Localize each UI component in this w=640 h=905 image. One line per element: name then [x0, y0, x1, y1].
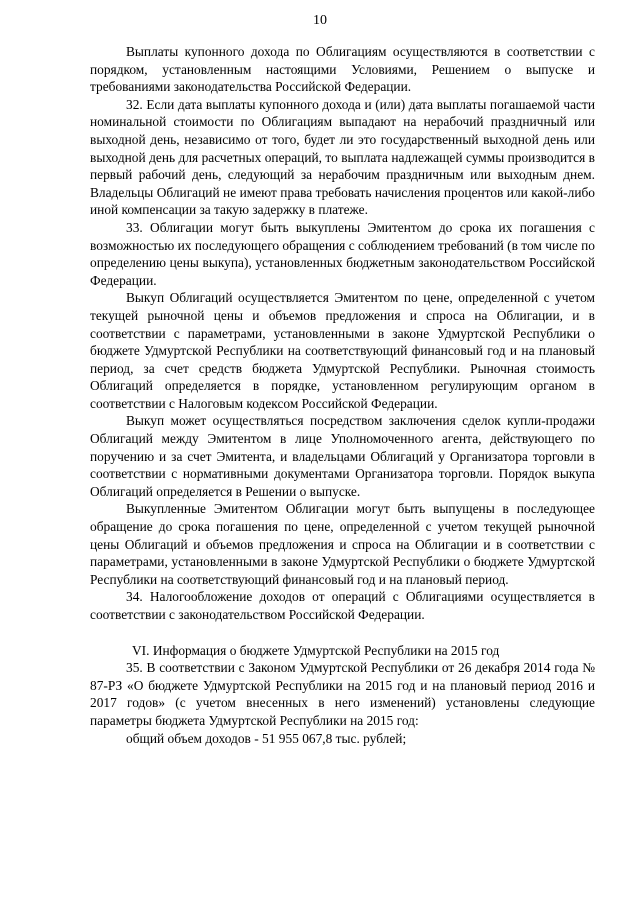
- page-number: 10: [313, 13, 327, 28]
- paragraph-buyback-price: Выкуп Облигаций осуществляется Эмитентом по цене, определенной с учетом текущей рыночной цены и объемов предложения и спроса на Облигации, и в соответствии с параметрами, установленными в законе Удмуртской Республики о бюджете Удмуртской Республики на соответствующий финансовый год и на плановый период, за счет средств бюджета Удмуртской Республики. Рыночная стоимость Облигаций определяется в порядке, установленном регулирующим органом в соответствии с Налоговым кодексом Российской Федерации.: [90, 290, 595, 411]
- paragraph-coupon-payments: Выплаты купонного дохода по Облигациям осуществляются в соответствии с порядком, установленным настоящими Условиями, Решением о выпуске и требованиями законодательства Российской Федерации.: [90, 44, 595, 95]
- paragraph-34-taxation: 34. Налогообложение доходов от операций с Облигациями осуществляется в соответствии с законодательством Российской Федерации.: [90, 589, 595, 622]
- document-body: [90, 43, 595, 747]
- paragraph-32-holiday-payment: 32. Если дата выплаты купонного дохода и (или) дата выплаты погашаемой части номинальной стоимости по Облигациям выпадают на нерабочий праздничный или выходной день, независимо от того, будет ли это государственный выходной день или выходной день для расчетных операций, то выплата надлежащей суммы производится в первый рабочий день, следующий за нерабочим праздничным или выходным днем. Владельцы Облигаций не имеют права требовать начисления процентов или какой-либо иной компенсации за такую задержку в платеже.: [90, 96, 595, 218]
- section-heading-budget: VI. Информация о бюджете Удмуртской Республики на 2015 год: [132, 642, 500, 658]
- paragraph-reissue: Выкупленные Эмитентом Облигации могут быть выпущены в последующее обращение до срока погашения по цене, определенной с учетом текущей рыночной цены Облигаций и объемов предложения и спроса на Облигации и в соответствии с параметрами, установленными в законе Удмуртской Республики о бюджете Удмуртской Республики на соответствующий финансовый год и на плановый период.: [90, 501, 595, 587]
- paragraph-buyback-deals: Выкуп может осуществляться посредством заключения сделок купли-продажи Облигаций между Эмитентом в лице Уполномоченного агента, действующего по поручению и за счет Эмитента, и владельцами Облигаций у Организатора торговли в соответствии с нормативными документами Организатора торговли. Порядок выкупа Облигаций определяется в Решении о выпуске.: [90, 413, 595, 499]
- paragraph-35-budget-law: 35. В соответствии с Законом Удмуртской Республики от 26 декабря 2014 года № 87-РЗ «О бюджете Удмуртской Республики на 2015 год и на плановый период 2016 и 2017 годов» (с учетом внесенных в него изменений) установлены следующие параметры бюджета Удмуртской Республики на 2015 год:: [90, 660, 595, 728]
- paragraph-33-buyback: 33. Облигации могут быть выкуплены Эмитентом до срока их погашения с возможностью их последующего обращения с соблюдением требований (в том числе по определению цены выкупа), установленных бюджетным законодательством Российской Федерации.: [90, 219, 595, 288]
- budget-item-total-revenue: общий объем доходов - 51 955 067,8 тыс. рублей;: [126, 730, 407, 746]
